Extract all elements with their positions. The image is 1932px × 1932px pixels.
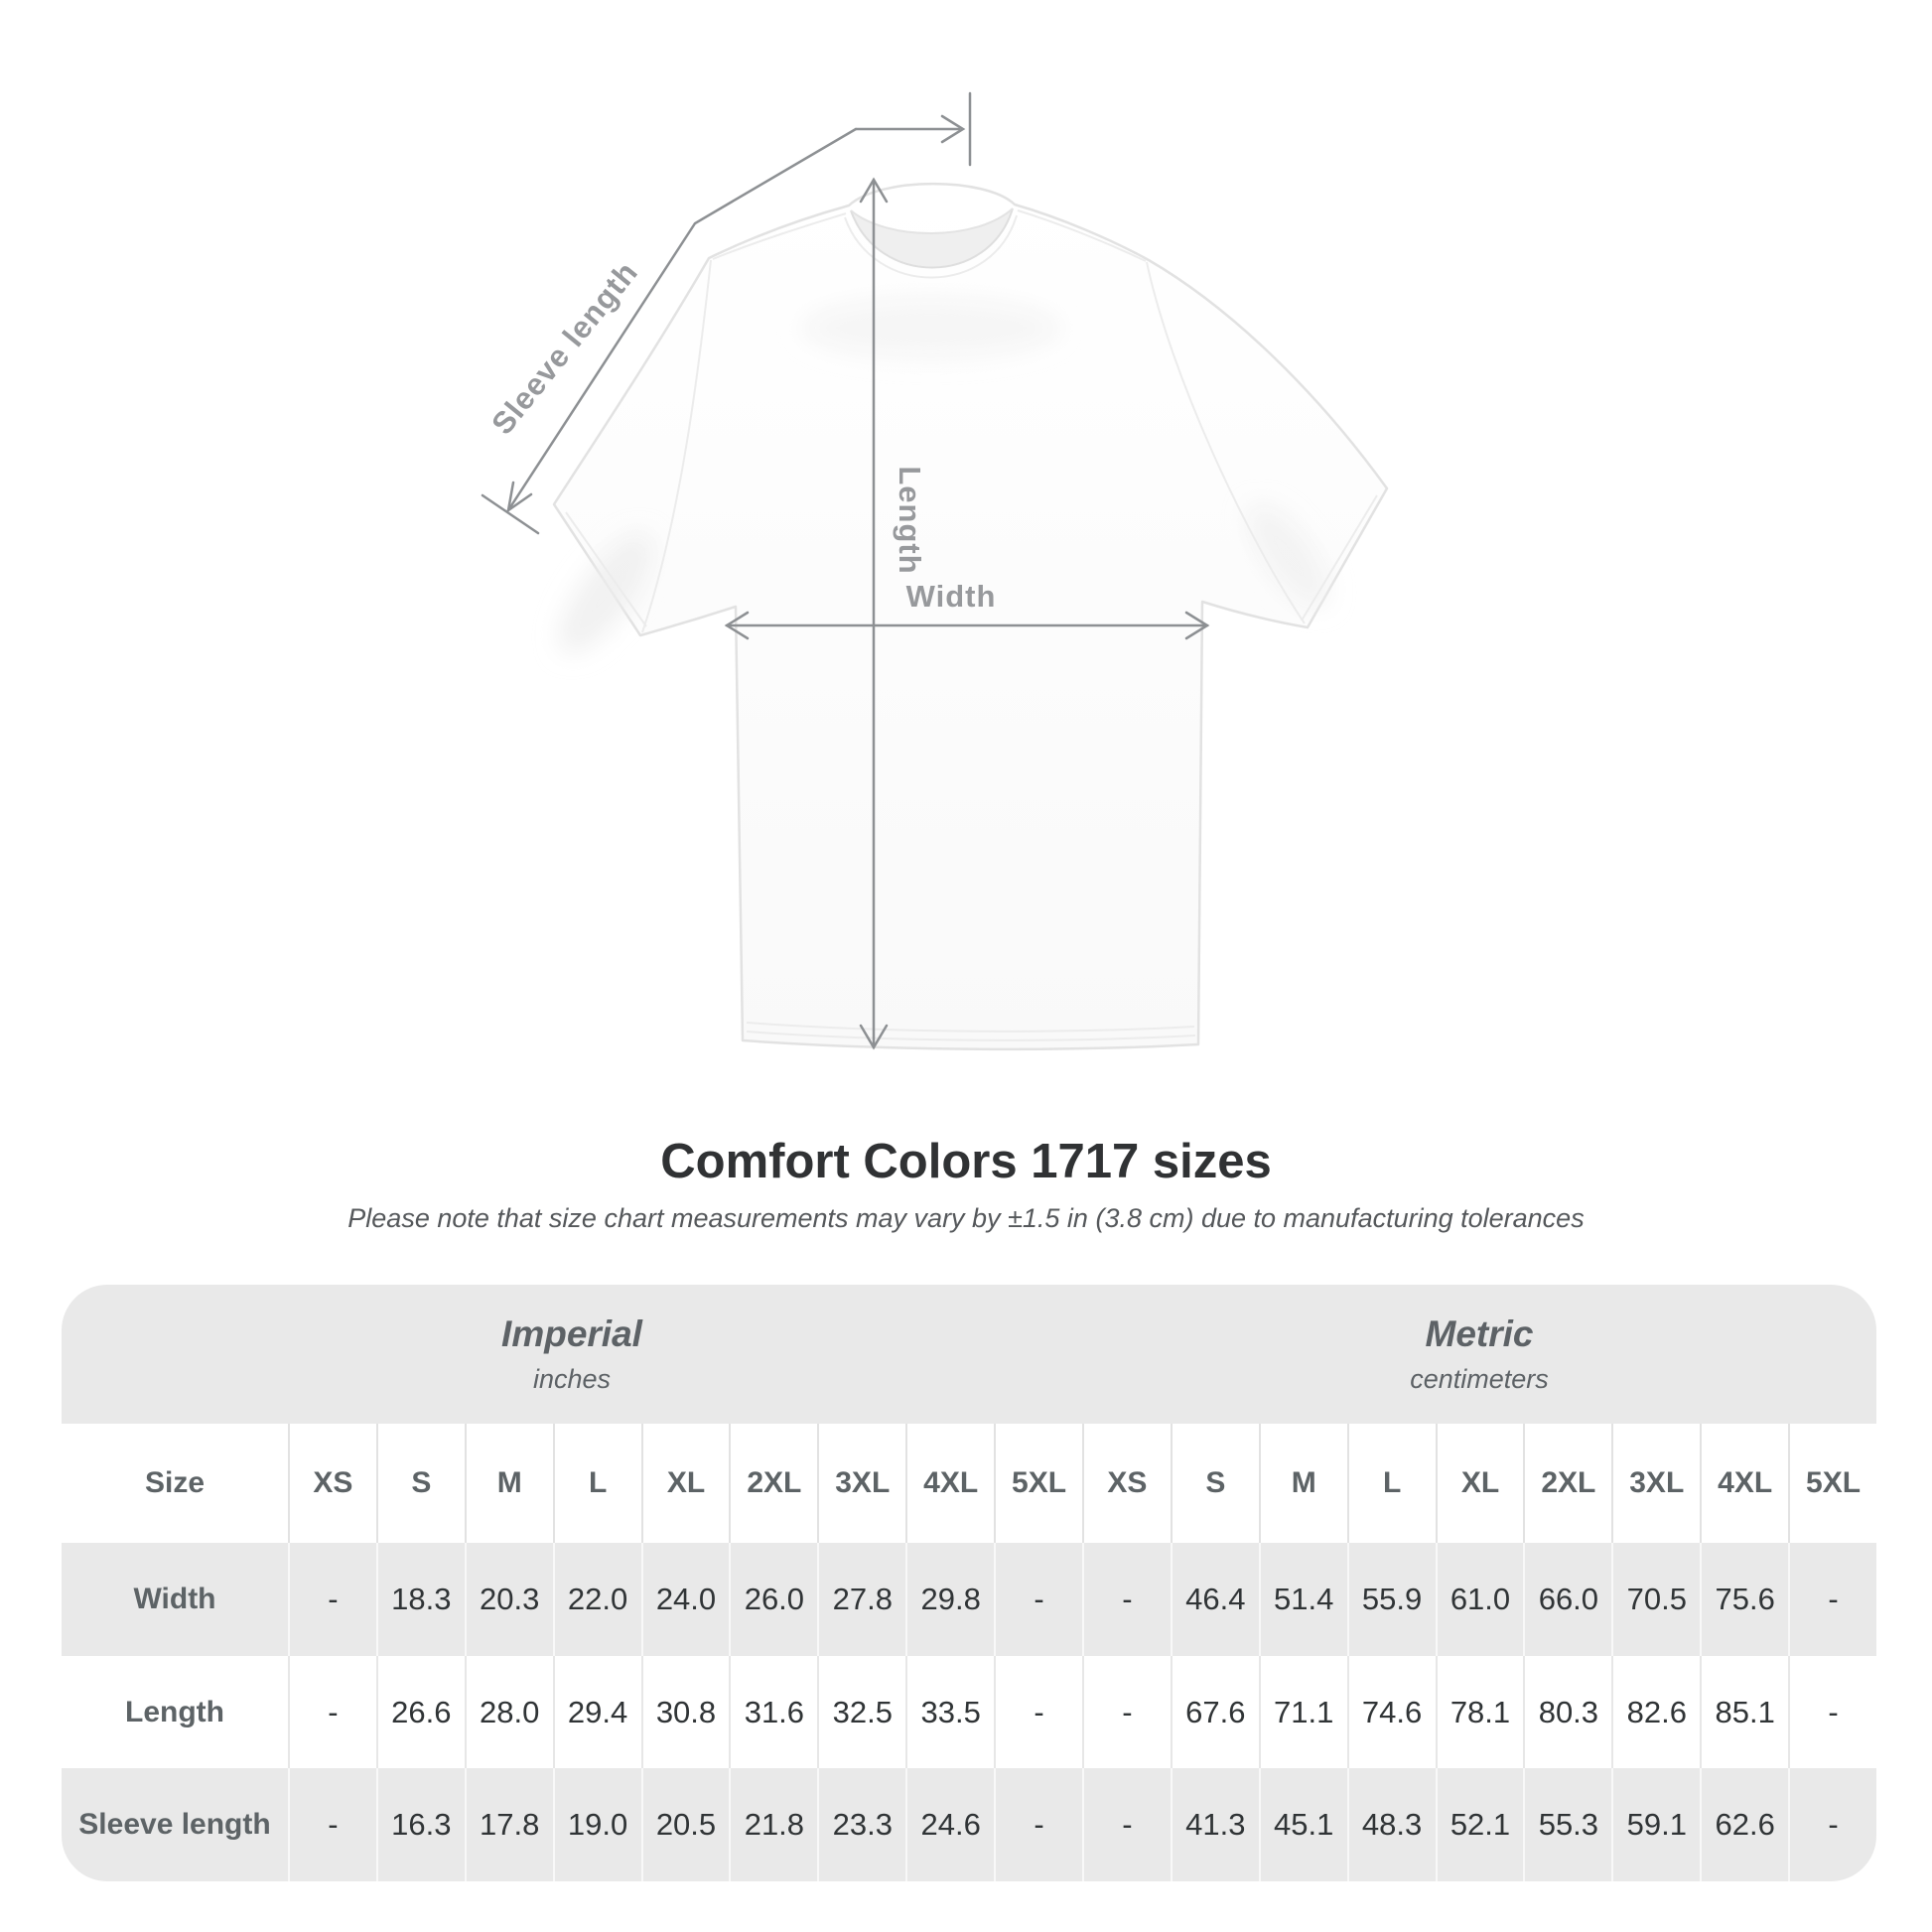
measurement-cell: 80.3 bbox=[1523, 1656, 1611, 1768]
size-header-cell: 5XL bbox=[994, 1424, 1082, 1543]
size-header-cell: 5XL bbox=[1788, 1424, 1876, 1543]
measurement-cell: 26.6 bbox=[376, 1656, 465, 1768]
chest-shading bbox=[802, 298, 1060, 357]
size-header-cell: XL bbox=[1436, 1424, 1524, 1543]
size-table bbox=[62, 1285, 1876, 1881]
measurement-cell: 19.0 bbox=[553, 1768, 641, 1881]
size-header-cell: M bbox=[1259, 1424, 1347, 1543]
measurement-cell: 52.1 bbox=[1436, 1768, 1524, 1881]
size-header-cell: S bbox=[1171, 1424, 1259, 1543]
metric-band-title: Metric bbox=[1425, 1313, 1534, 1354]
measurement-cell: 20.3 bbox=[465, 1543, 553, 1656]
measurement-cell: 32.5 bbox=[817, 1656, 905, 1768]
imperial-band-title: Imperial bbox=[501, 1313, 642, 1354]
unit-band-row bbox=[62, 1285, 1876, 1424]
measurement-cell: - bbox=[1788, 1768, 1876, 1881]
table-row-length bbox=[62, 1656, 1876, 1768]
imperial-band bbox=[62, 1285, 1082, 1424]
measurement-cell: - bbox=[288, 1656, 376, 1768]
measurement-cell: - bbox=[1788, 1543, 1876, 1656]
measurement-cell: 66.0 bbox=[1523, 1543, 1611, 1656]
size-header-cell: 3XL bbox=[817, 1424, 905, 1543]
length-label: Length bbox=[893, 466, 927, 575]
table-row-width bbox=[62, 1543, 1876, 1656]
table-row-sleeve-length bbox=[62, 1768, 1876, 1881]
measurement-cell: 85.1 bbox=[1700, 1656, 1788, 1768]
measurement-cell: 24.6 bbox=[905, 1768, 994, 1881]
measurement-cell: 26.0 bbox=[729, 1543, 817, 1656]
measurement-cell: 23.3 bbox=[817, 1768, 905, 1881]
measurement-cell: - bbox=[288, 1768, 376, 1881]
measurement-cell: 22.0 bbox=[553, 1543, 641, 1656]
measurement-cell: 61.0 bbox=[1436, 1543, 1524, 1656]
page-title: Comfort Colors 1717 sizes bbox=[660, 1135, 1272, 1188]
measurement-cell: 67.6 bbox=[1171, 1656, 1259, 1768]
measurement-cell: 33.5 bbox=[905, 1656, 994, 1768]
size-header-cell: XS bbox=[1082, 1424, 1171, 1543]
measurement-cell: - bbox=[994, 1768, 1082, 1881]
measurement-cell: 78.1 bbox=[1436, 1656, 1524, 1768]
size-header-cell: 3XL bbox=[1611, 1424, 1700, 1543]
measurement-cell: - bbox=[1082, 1543, 1171, 1656]
measurement-cell: - bbox=[1082, 1656, 1171, 1768]
size-column-header: Size bbox=[144, 1466, 206, 1499]
measurement-cell: - bbox=[288, 1543, 376, 1656]
measurement-cell: 74.6 bbox=[1347, 1656, 1436, 1768]
measurement-cell: - bbox=[1082, 1768, 1171, 1881]
size-header-cell: S bbox=[376, 1424, 465, 1543]
measurement-cell: 18.3 bbox=[376, 1543, 465, 1656]
measurement-cell: 45.1 bbox=[1259, 1768, 1347, 1881]
measurement-cell: - bbox=[1788, 1656, 1876, 1768]
row-label-length: Length bbox=[125, 1695, 224, 1728]
row-label-sleeve-length: Sleeve length bbox=[78, 1808, 271, 1841]
measurement-cell: - bbox=[994, 1656, 1082, 1768]
sleeve-length-label: Sleeve length bbox=[484, 254, 645, 442]
measurement-cell: 41.3 bbox=[1171, 1768, 1259, 1881]
size-header-cell: XS bbox=[288, 1424, 376, 1543]
row-label-width: Width bbox=[133, 1583, 216, 1615]
measurement-cell: - bbox=[994, 1543, 1082, 1656]
measurement-cell: 21.8 bbox=[729, 1768, 817, 1881]
measurement-cell: 29.4 bbox=[553, 1656, 641, 1768]
measurement-cell: 31.6 bbox=[729, 1656, 817, 1768]
measurement-cell: 48.3 bbox=[1347, 1768, 1436, 1881]
size-header-cell: XL bbox=[641, 1424, 730, 1543]
measurement-cell: 55.9 bbox=[1347, 1543, 1436, 1656]
size-header-cell: 2XL bbox=[729, 1424, 817, 1543]
size-header-cell: 4XL bbox=[905, 1424, 994, 1543]
measurement-cell: 62.6 bbox=[1700, 1768, 1788, 1881]
measurement-cell: 75.6 bbox=[1700, 1543, 1788, 1656]
width-label: Width bbox=[905, 579, 997, 614]
measurement-cell: 28.0 bbox=[465, 1656, 553, 1768]
size-header-cell: L bbox=[553, 1424, 641, 1543]
tshirt-illustration bbox=[543, 184, 1387, 1049]
size-header-cell: 2XL bbox=[1523, 1424, 1611, 1543]
size-header-cell: L bbox=[1347, 1424, 1436, 1543]
measurement-cell: 16.3 bbox=[376, 1768, 465, 1881]
measurement-cell: 27.8 bbox=[817, 1543, 905, 1656]
metric-band bbox=[1082, 1285, 1876, 1424]
size-header-cell: 4XL bbox=[1700, 1424, 1788, 1543]
measurement-cell: 71.1 bbox=[1259, 1656, 1347, 1768]
measurement-cell: 17.8 bbox=[465, 1768, 553, 1881]
size-header-cell: M bbox=[465, 1424, 553, 1543]
imperial-band-unit: inches bbox=[532, 1364, 612, 1394]
tolerance-note: Please note that size chart measurements may vary by ±1.5 in (3.8 cm) due to manufacturing tolerances bbox=[347, 1203, 1585, 1233]
measurement-cell: 70.5 bbox=[1611, 1543, 1700, 1656]
measurement-cell: 59.1 bbox=[1611, 1768, 1700, 1881]
measurement-cell: 46.4 bbox=[1171, 1543, 1259, 1656]
metric-band-unit: centimeters bbox=[1410, 1364, 1549, 1394]
measurement-cell: 55.3 bbox=[1523, 1768, 1611, 1881]
measurement-cell: 29.8 bbox=[905, 1543, 994, 1656]
measurement-cell: 30.8 bbox=[641, 1656, 730, 1768]
size-header-row bbox=[62, 1424, 1876, 1543]
measurement-cell: 51.4 bbox=[1259, 1543, 1347, 1656]
measurement-cell: 24.0 bbox=[641, 1543, 730, 1656]
measurement-cell: 20.5 bbox=[641, 1768, 730, 1881]
measurement-cell: 82.6 bbox=[1611, 1656, 1700, 1768]
